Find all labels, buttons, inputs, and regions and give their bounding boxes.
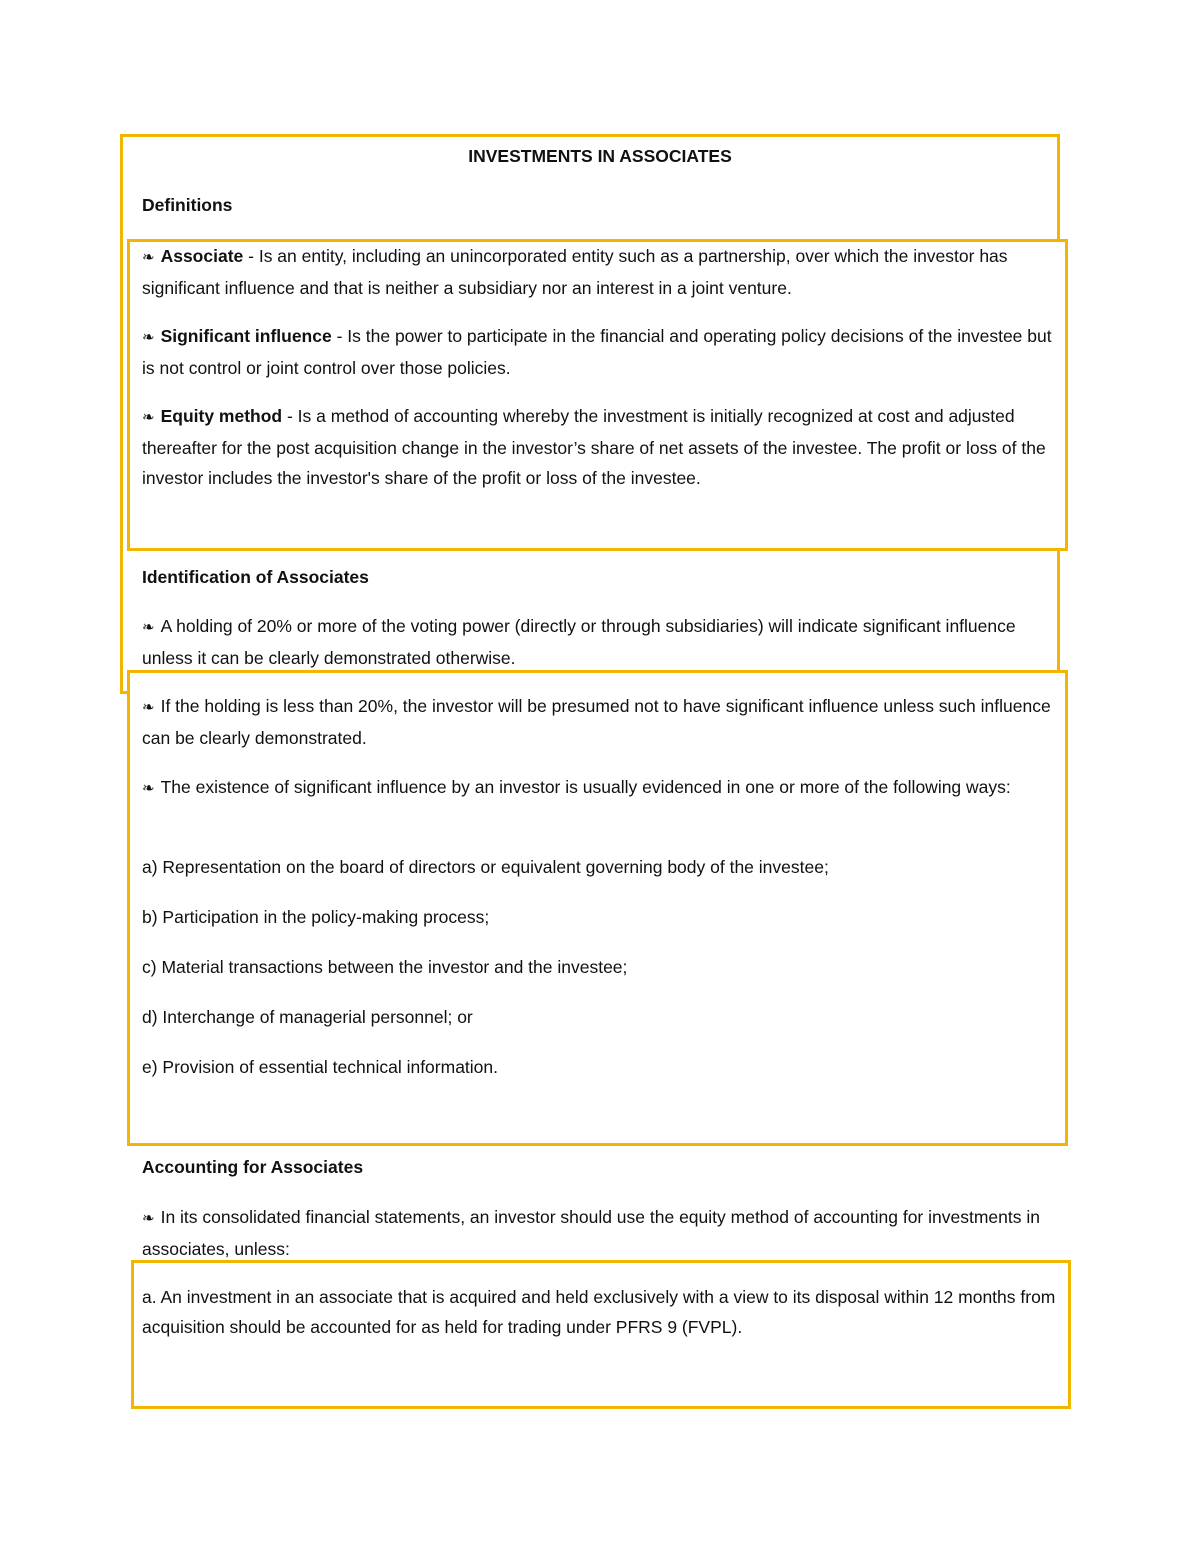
definition-equity-method: ❧ Equity method - Is a method of accounting whereby the investment is initially recognized at cost and adjusted thereafter for the post acquisition change in the investor’s share of net assets of the investee. The profit or loss of the investor includes the investor's share of the profit or loss of the investee. bbox=[142, 406, 1046, 488]
list-item: a) Representation on the board of directors or equivalent governing body of the investee; bbox=[142, 857, 829, 877]
definition-associate: ❧ Associate - Is an entity, including an unincorporated entity such as a partnership, over which the investor has significant influence and that is neither a subsidiary nor an interest in a joint venture. bbox=[142, 246, 1008, 298]
accounting-bullet-1: ❧ In its consolidated financial statements, an investor should use the equity method of accounting for investments in associates, unless: bbox=[142, 1207, 1040, 1259]
page-title: INVESTMENTS IN ASSOCIATES bbox=[468, 146, 732, 166]
definition-text: Is the power to participate in the financial and operating policy decisions of the investee but is not control or joint control over those policies. bbox=[142, 326, 1052, 378]
bullet-icon: ❧ bbox=[142, 619, 155, 636]
definition-term: Significant influence bbox=[160, 326, 332, 346]
bullet-icon: ❧ bbox=[142, 409, 155, 426]
bullet-icon: ❧ bbox=[142, 1210, 155, 1227]
definition-term: Associate bbox=[160, 246, 244, 266]
definition-significant-influence: ❧ Significant influence - Is the power to participate in the financial and operating policy decisions of the investee but is not control or joint control over those policies. bbox=[142, 326, 1052, 378]
list-item: e) Provision of essential technical information. bbox=[142, 1057, 499, 1077]
definition-term: Equity method bbox=[160, 406, 283, 426]
accounting-exception-a: a. An investment in an associate that is acquired and held exclusively with a view to its disposal within 12 months from acquisition should be accounted for as held for trading under PFRS 9 (FVPL). bbox=[142, 1287, 1056, 1337]
bullet-icon: ❧ bbox=[142, 329, 155, 346]
list-item: d) Interchange of managerial personnel; or bbox=[142, 1007, 473, 1027]
identification-heading: Identification of Associates bbox=[142, 567, 369, 587]
list-item: b) Participation in the policy-making process; bbox=[142, 907, 490, 927]
identification-bullet-2: ❧ If the holding is less than 20%, the investor will be presumed not to have significant influence unless such influence can be clearly demonstrated. bbox=[142, 696, 1051, 748]
bullet-icon: ❧ bbox=[142, 780, 155, 797]
definition-text: Is an entity, including an unincorporated entity such as a partnership, over which the investor has significant influence and that is neither a subsidiary nor an interest in a joint venture. bbox=[142, 246, 1008, 298]
definitions-heading: Definitions bbox=[142, 195, 233, 215]
bullet-icon: ❧ bbox=[142, 699, 155, 716]
bullet-icon: ❧ bbox=[142, 249, 155, 266]
identification-bullet-1: ❧ A holding of 20% or more of the voting power (directly or through subsidiaries) will indicate significant influence unless it can be clearly demonstrated otherwise. bbox=[142, 616, 1016, 668]
list-item: c) Material transactions between the investor and the investee; bbox=[142, 957, 628, 977]
definition-text: Is a method of accounting whereby the investment is initially recognized at cost and adjusted thereafter for the post acquisition change in the investor’s share of net assets of the investee. The profit or loss of the investor includes the investor's share of the profit or loss of the investee. bbox=[142, 406, 1046, 488]
accounting-heading: Accounting for Associates bbox=[142, 1157, 364, 1177]
identification-bullet-3: ❧ The existence of significant influence by an investor is usually evidenced in one or more of the following ways: bbox=[142, 777, 1011, 797]
